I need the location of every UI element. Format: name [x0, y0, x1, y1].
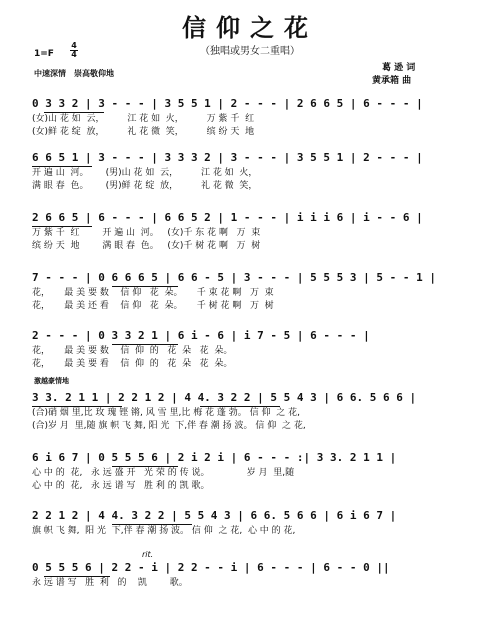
- score-system-7: [32, 450, 470, 496]
- ritardando-marking: rit.: [142, 550, 154, 559]
- tempo-marking: 中速深情 崇高敬仰地: [34, 69, 114, 78]
- score-system-2: [32, 150, 470, 196]
- lyrics-verse-1: 花， 最 美 要 数 信 仰 的 花 朵 花 朵。: [32, 346, 233, 356]
- notation-line: 7 - - - | 0 6 6 6 5 | 6 6 - 5 | 3 - - - | 5 5 5 3 | 5 - - 1 |: [32, 271, 436, 284]
- lyrics-verse-2: 花， 最 美 要 看 信 仰 的 花 朵 花 朵。: [32, 359, 233, 369]
- song-subtitle: （独唱或男女二重唱）: [200, 46, 300, 57]
- lyrics-verse-1: 花， 最 美 要 数 信 仰 花 朵。 千 束 花 啊 万 束: [32, 288, 274, 298]
- time-signature: [70, 42, 78, 59]
- lyrics-verse-2: (合)岁 月 里,随 旗 帜 飞 舞, 阳 光 下,伴 春 潮 扬 波。 信 仰 之 花,: [32, 421, 306, 431]
- section-marking: 激越豪情地: [34, 377, 69, 385]
- lyrics-verse-2: 花， 最 美 还 看 信 仰 花 朵。 千 树 花 啊 万 树: [32, 301, 274, 311]
- notation-line: 0 3 3 2 | 3 - - - | 3 5 5 1 | 2 - - - | 2 6 6 5 | 6 - - - |: [32, 97, 423, 110]
- score-system-5: [32, 328, 470, 374]
- lyricist-credit: 葛 逊 词: [382, 63, 416, 73]
- key-signature: 1=F: [34, 49, 54, 59]
- lyrics-verse-1: 旗 帜 飞 舞, 阳 光 下,伴 春 潮 扬 波。 信 仰 之 花, 心 中 的 花,: [32, 526, 296, 536]
- score-system-1: [32, 96, 470, 142]
- lyrics-verse-1: (合)硝 烟 里,比 玫 瑰 铿 锵, 风 雪 里,比 梅 花 蓬 勃。 信 仰 之 花,: [32, 408, 300, 418]
- lyrics-verse-2: 心 中 的 花, 永 远 谱 写 胜 利 的 凯 歌。: [32, 481, 210, 491]
- lyrics-verse-2: (女)鲜 花 绽 放， 礼 花 微 笑， 缤 纷 天 地: [32, 127, 255, 137]
- lyrics-verse-1: 开 遍 山 河。 (男)山 花 如 云， 江 花 如 火，: [32, 168, 258, 178]
- lyrics-verse-1: 心 中 的 花, 永 远 盛 开 光 荣 的 传 说。 岁 月 里,随: [32, 468, 295, 478]
- score-system-4: [32, 270, 470, 316]
- song-title: 信仰之花: [182, 13, 318, 42]
- lyrics-verse-1: 万 紫 千 红 开 遍 山 河。 (女)千 东 花 啊 万 束: [32, 228, 261, 238]
- score-system-3: [32, 210, 470, 256]
- notation-line: 2 - - - | 0 3 3 2 1 | 6 i - 6 | i 7 - 5 | 6 - - - |: [32, 329, 370, 342]
- lyrics-verse-2: 缤 纷 天 地 满 眼 春 色。 (女)千 树 花 啊 万 树: [32, 241, 261, 251]
- composer-credit: 黄承箱 曲: [372, 76, 412, 86]
- lyrics-verse-1: 永 远 谱 写 胜 利 的 凯 歌。: [32, 578, 188, 588]
- lyrics-verse-2: 满 眼 春 色。 (男)鲜 花 绽 放， 礼 花 微 笑，: [32, 181, 258, 191]
- lyrics-verse-1: (女)山 花 如 云， 江 花 如 火， 万 紫 千 红: [32, 114, 255, 124]
- meter-top: 4: [71, 41, 77, 50]
- notation-line: 0 5 5 5 6 | 2 2 - i | 2 2 - - i | 6 - - - | 6 - - 0 ||: [32, 561, 390, 574]
- score-system-6: [32, 390, 470, 436]
- notation-line: 2 6 6 5 | 6 - - - | 6 6 5 2 | 1 - - - | i i i 6 | i - - 6 |: [32, 211, 423, 224]
- notation-line: 6 6 5 1 | 3 - - - | 3 3 3 2 | 3 - - - | 3 5 5 1 | 2 - - - |: [32, 151, 423, 164]
- meter-bottom: 4: [71, 50, 77, 59]
- notation-line: 6 i 6 7 | 0 5 5 5 6 | 2 i 2 i | 6 - - - :| 3 3. 2 1 1 |: [32, 451, 397, 464]
- score-system-8: [32, 508, 470, 542]
- notation-line: 2 2 1 2 | 4 4. 3 2 2 | 5 5 4 3 | 6 6. 5 6 6 | 6 i 6 7 |: [32, 509, 397, 522]
- notation-line: 3 3. 2 1 1 | 2 2 1 2 | 4 4. 3 2 2 | 5 5 4 3 | 6 6. 5 6 6 |: [32, 391, 417, 404]
- score-system-9: [32, 560, 470, 594]
